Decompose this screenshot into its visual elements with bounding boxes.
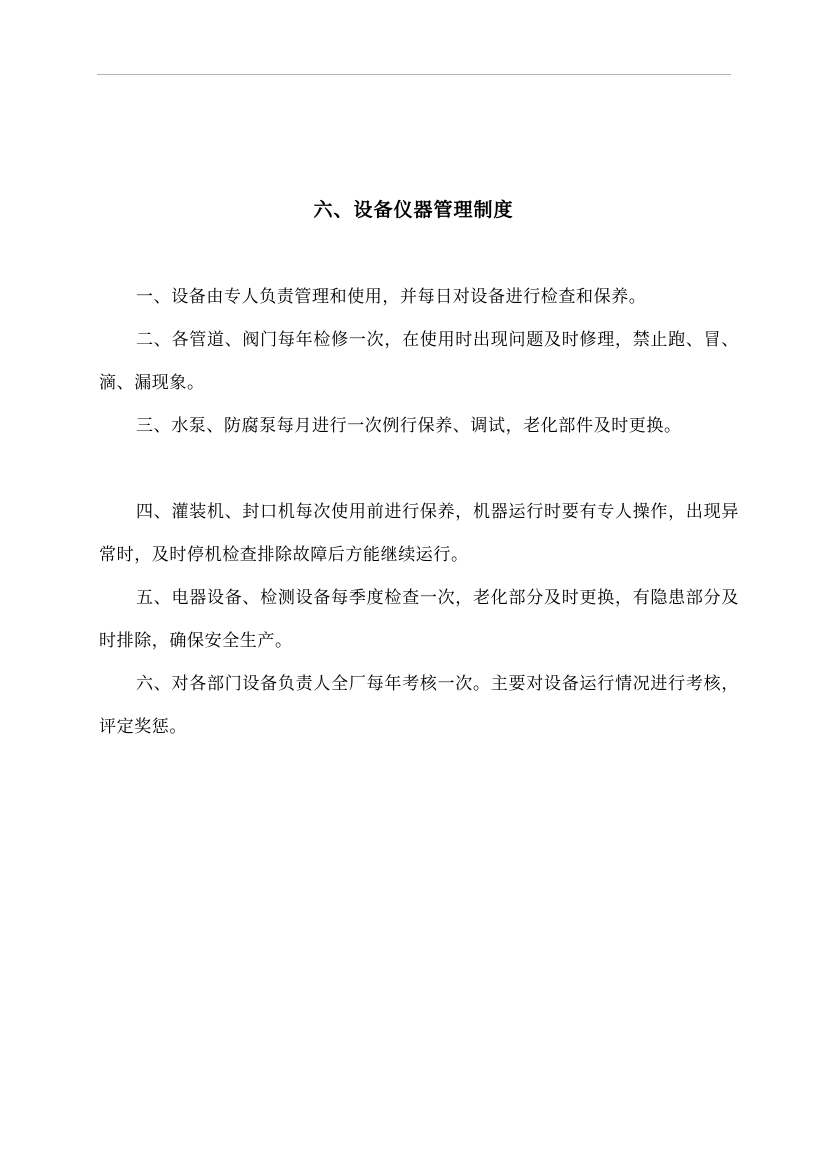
document-title: 六、设备仪器管理制度	[313, 199, 514, 221]
paragraph-4	[99, 491, 739, 577]
header-divider	[97, 74, 731, 75]
paragraph-2	[99, 319, 739, 405]
paragraph-text: 三、水泵、防腐泵每月进行一次例行保养、调试，老化部件及时更换。	[136, 416, 682, 436]
paragraph-text: 五、电器设备、检测设备每季度检查一次，老化部分及时更换，有隐患部分及时排除，确保安全生产。	[99, 588, 739, 651]
paragraph-text: 二、各管道、阀门每年检修一次，在使用时出现问题及时修理，禁止跑、冒、滴、漏现象。	[99, 330, 739, 393]
paragraph-text: 六、对各部门设备负责人全厂每年考核一次。主要对设备运行情况进行考核，评定奖惩。	[99, 674, 739, 737]
paragraph-text: 四、灌装机、封口机每次使用前进行保养，机器运行时要有专人操作，出现异常时，及时停机检查排除故障后方能继续运行。	[99, 502, 739, 565]
paragraph-1	[99, 276, 739, 319]
paragraph-5	[99, 577, 739, 663]
paragraph-text: 一、设备由专人负责管理和使用，并每日对设备进行检查和保养。	[136, 287, 647, 307]
paragraph-3	[99, 405, 739, 448]
paragraph-6	[99, 663, 739, 749]
